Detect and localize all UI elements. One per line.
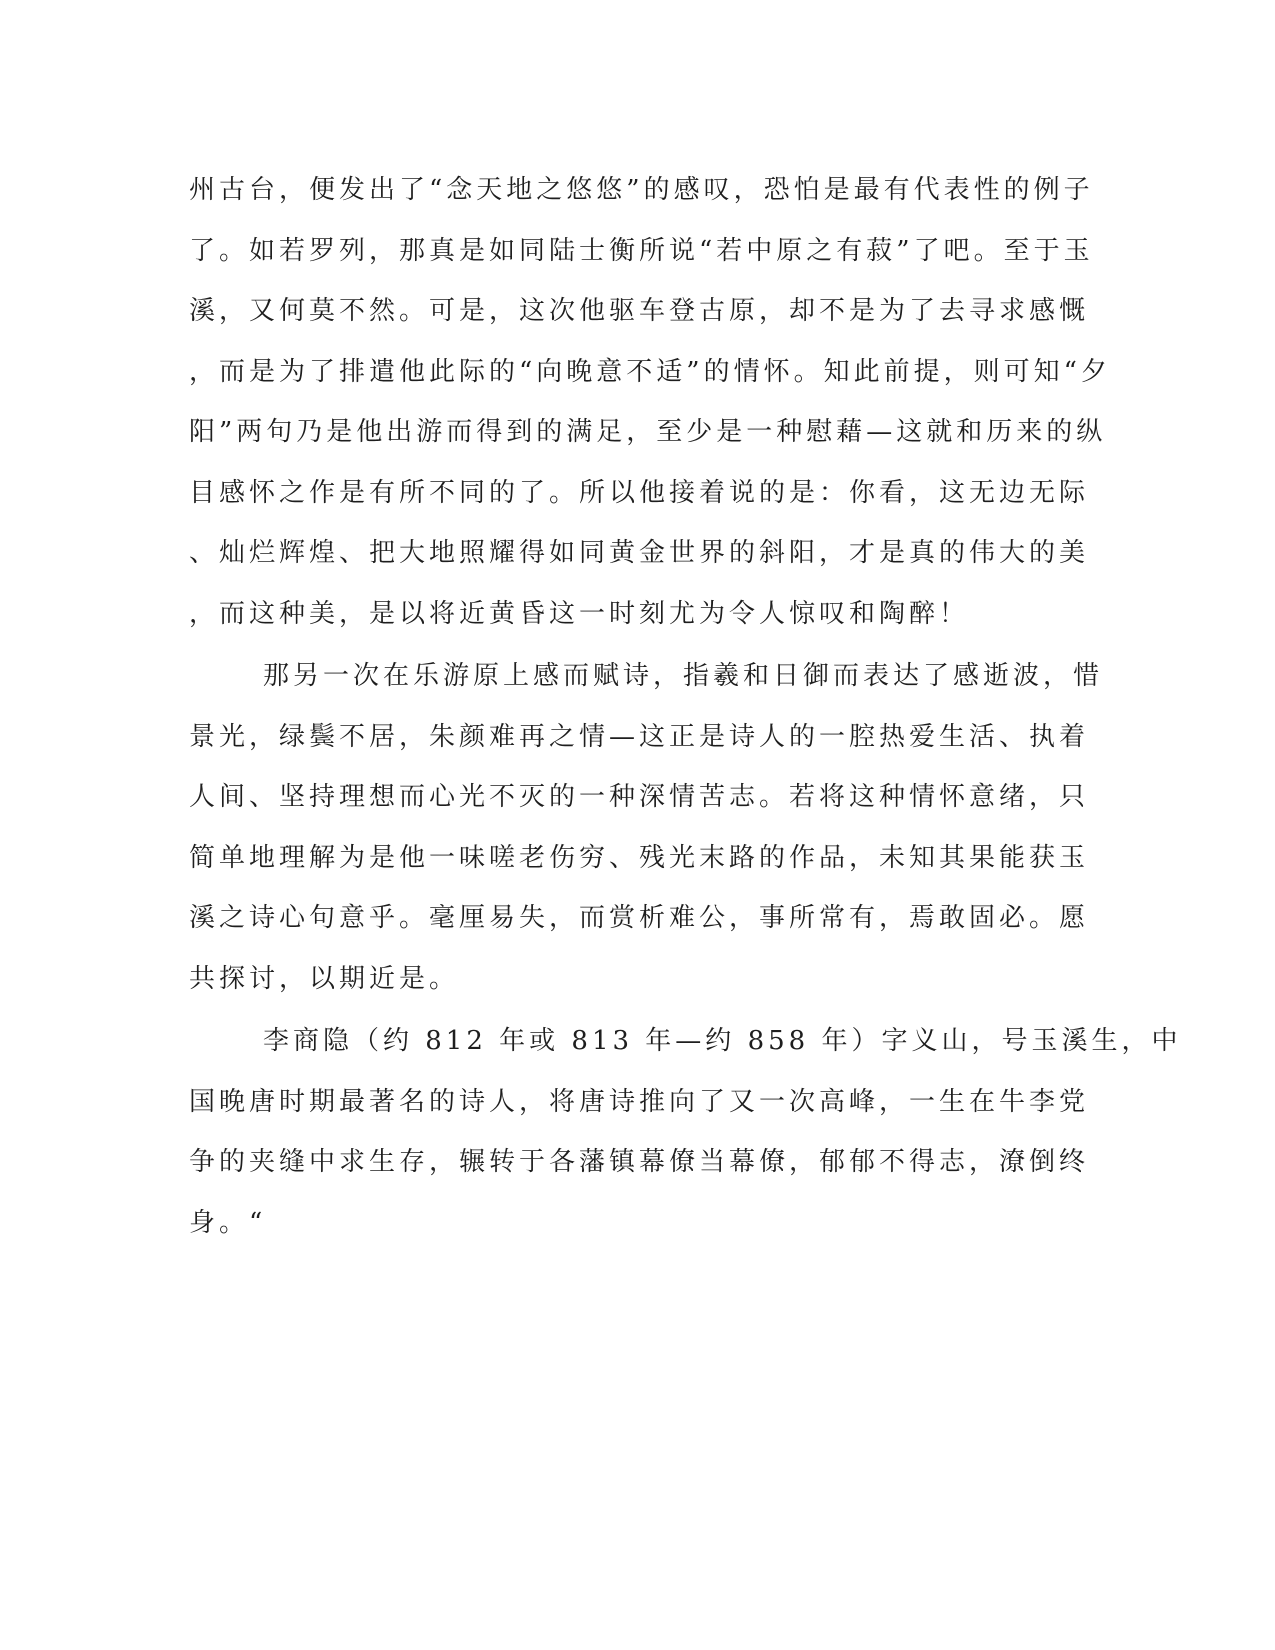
text-line: 人间、坚持理想而心光不灭的一种深情苦志。若将这种情怀意绪，只 xyxy=(189,782,1090,812)
text-line: 阳”两句乃是他出游而得到的满足，至少是一种慰藉—这就和历来的纵 xyxy=(189,417,1107,447)
text-line: 景光，绿鬓不居，朱颜难再之情—这正是诗人的一腔热爱生活、执着 xyxy=(189,721,1090,752)
text-line: 、灿烂辉煌、把大地照耀得如同黄金世界的斜阳，才是真的伟大的美 xyxy=(189,538,1090,568)
text-line: 李商隐（约 812 年或 813 年—约 858 年）字义山，号玉溪生，中 xyxy=(263,1026,1182,1056)
text-line: 共探讨，以期近是。 xyxy=(189,963,460,994)
text-line: ，而这种美，是以将近黄昏这一时刻尤为令人惊叹和陶醉！ xyxy=(189,598,970,629)
body-text xyxy=(189,160,1182,1253)
text-line: 州古台，便发出了“念天地之悠悠”的感叹，恐怕是最有代表性的例子 xyxy=(189,175,1094,205)
text-line: 那另一次在乐游原上感而赋诗，指羲和日御而表达了感逝波，惜 xyxy=(263,661,1104,691)
paragraph-1 xyxy=(189,160,1111,644)
text-line: 目感怀之作是有所不同的了。所以他接着说的是：你看，这无边无际 xyxy=(189,477,1090,508)
paragraph-3 xyxy=(189,1011,1182,1253)
text-line: 了。如若罗列，那真是如同陆士衡所说“若中原之有菽”了吧。至于玉 xyxy=(189,235,1094,266)
text-line: 身。“ xyxy=(189,1207,267,1238)
text-line: 简单地理解为是他一味嗟老伤穷、残光末路的作品，未知其果能获玉 xyxy=(189,842,1090,873)
text-line: 溪，又何莫不然。可是，这次他驱车登古原，却不是为了去寻求感慨 xyxy=(189,296,1090,326)
paragraph-2 xyxy=(189,646,1104,1009)
text-line: 溪之诗心句意乎。毫厘易失，而赏析难公，事所常有，焉敢固必。愿 xyxy=(189,903,1090,933)
text-line: ，而是为了排遣他此际的“向晚意不适”的情怀。知此前提，则可知“夕 xyxy=(189,356,1111,387)
text-line: 国晚唐时期最著名的诗人，将唐诗推向了又一次高峰，一生在牛李党 xyxy=(189,1086,1090,1117)
text-line: 争的夹缝中求生存，辗转于各藩镇幕僚当幕僚，郁郁不得志，潦倒终 xyxy=(189,1147,1090,1177)
